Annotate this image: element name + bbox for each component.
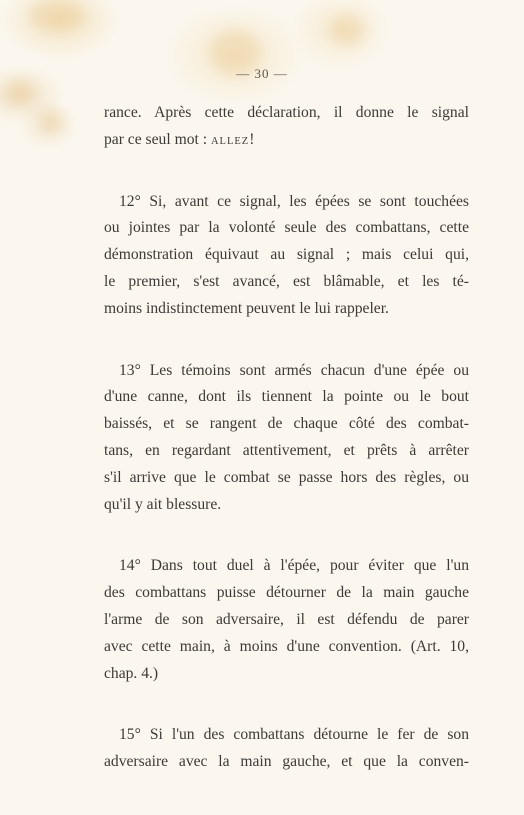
text-line: 15° Si l'un des combattans détourne le fer de son: [119, 726, 469, 744]
text-line: tans, en regardant attentivement, et prêts à arrêter: [104, 441, 469, 459]
text-line: s'il arrive que le combat se passe hors des règles, ou: [104, 468, 469, 486]
text-line: l'arme de son adversaire, il est défendu de parer: [104, 610, 469, 628]
paper-stain: [40, 110, 62, 132]
page-number: — 30 —: [236, 66, 288, 81]
paper-stain: [30, 0, 85, 30]
text-line: démonstration équivaut au signal ; mais celui qui,: [104, 246, 469, 264]
paragraph-continuation: [104, 100, 469, 154]
text-fragment: !: [249, 130, 255, 148]
paragraph-12: [104, 189, 469, 323]
text-line: baissés, et se rangent de chaque côté des combat-: [104, 415, 469, 433]
page-body: [104, 100, 469, 776]
text-line: des combattans puisse détourner de la main gauche: [104, 584, 469, 602]
text-line: ou jointes par la volonté seule des combattans, cette: [104, 219, 469, 237]
paragraph-14: [104, 553, 469, 687]
text-line: [104, 127, 469, 154]
text-line: rance. Après cette déclaration, il donne le signal: [104, 104, 469, 121]
paragraph-15: [104, 722, 469, 776]
text-line: 14° Dans tout duel à l'épée, pour éviter que l'un: [119, 557, 469, 575]
text-line: le premier, s'est avancé, est blâmable, et les té-: [104, 272, 469, 290]
text-line: qu'il y ait blessure.: [104, 495, 222, 513]
text-line: 13° Les témoins sont armés chacun d'une épée ou: [119, 361, 469, 379]
text-line: 12° Si, avant ce signal, les épées se sont touchées: [119, 192, 469, 210]
paragraph-13: [104, 358, 469, 519]
small-caps-word: ALLEZ: [210, 135, 250, 147]
text-line: chap. 4.): [104, 664, 159, 682]
text-fragment: par ce seul mot :: [104, 130, 208, 148]
text-line: adversaire avec la main gauche, et que la conven-: [104, 753, 469, 771]
paper-stain: [330, 15, 365, 45]
text-line: moins indistinctement peuvent le lui rappeler.: [104, 299, 389, 317]
text-line: avec cette main, à moins d'une convention. (Art. 10,: [104, 637, 469, 655]
paper-stain: [5, 80, 35, 105]
text-line: d'une canne, dont ils tiennent la pointe ou le bout: [104, 388, 469, 406]
